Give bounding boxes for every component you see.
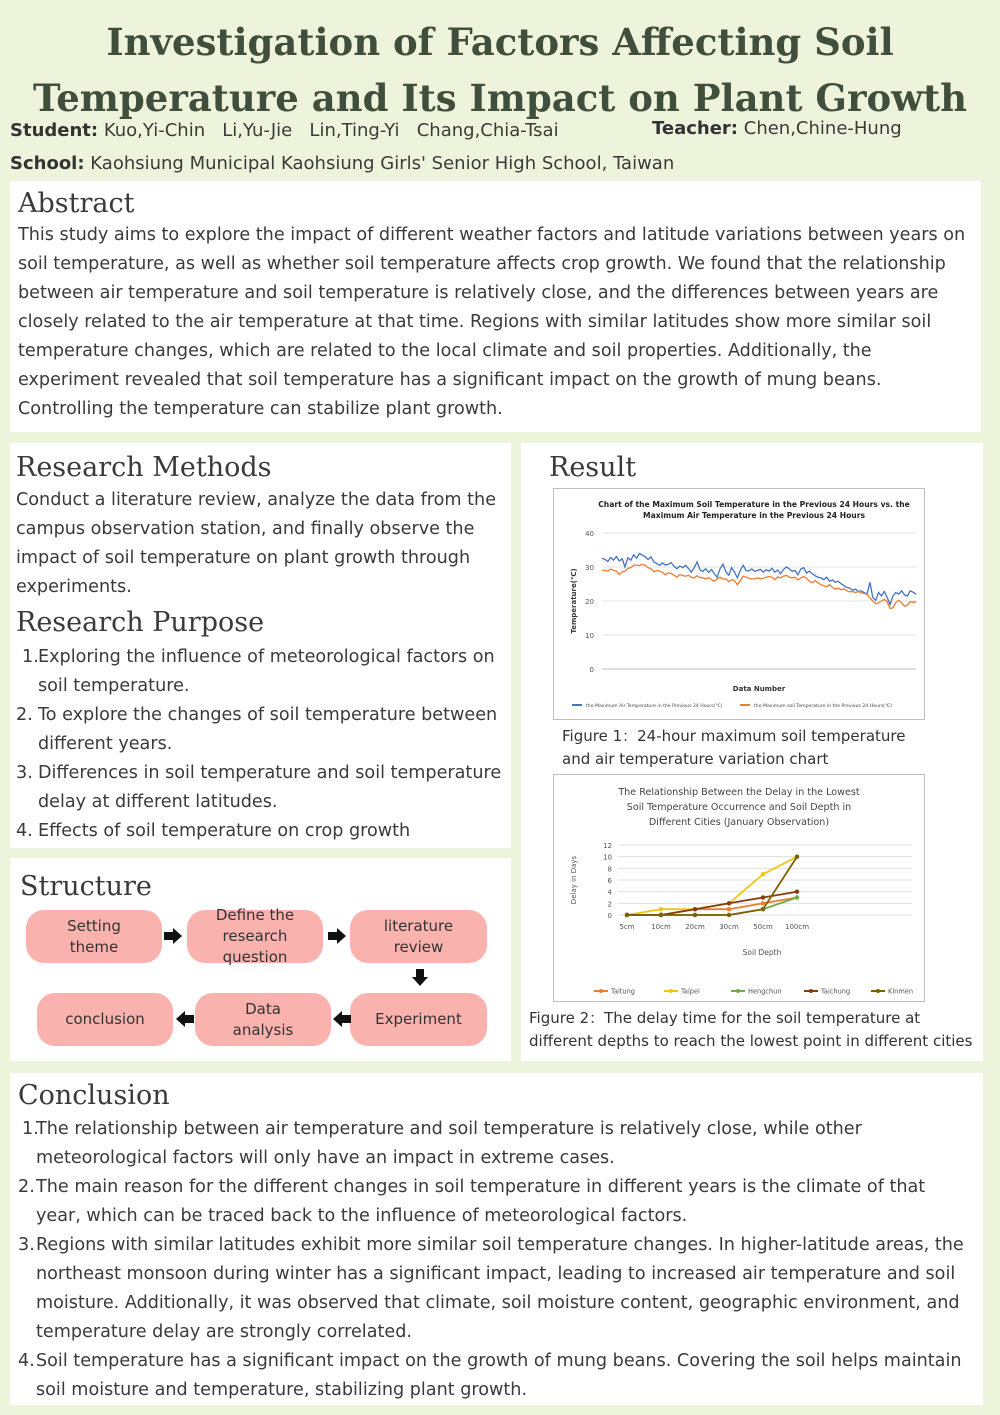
chart-title: Maximum Air Temperature in the Previous 24 Hours [643,511,865,520]
structure-heading: Structure [20,871,152,902]
student-label: Student: [10,120,99,141]
figure-1-caption: Figure 1：24-hour maximum soil temperature and air temperature variation chart [562,727,906,768]
x-tick-label: 20cm [685,923,705,931]
arrow-down-icon [412,969,428,987]
student-line [10,120,559,141]
y-tick-label: 0 [589,666,594,674]
conclusion-item: 4. Soil temperature has a significant impact on the growth of mung beans. Covering the soil helps maintain soil moisture and temperature, stabilizing plant growth. [18,1351,962,1400]
purpose-item: 2. To explore the changes of soil temperature between different years. [16,705,498,754]
title-line-1: Investigation of Factors Affecting Soil [106,20,894,64]
teacher-name: Chen,Chine-Hung [743,118,902,139]
legend-marker [876,989,880,993]
abstract-text: This study aims to explore the impact of different weather factors and latitude variations between years on soil temperature, as well as whether soil temperature affects crop growth. We found that the relationship between air temperature and soil temperature is relatively close, and the differences between years are closely related to the air temperature at that time. Regions with similar latitudes show more similar soil temperature changes, which are related to the local climate and soil properties. Additionally, the experiment revealed that soil temperature has a significant impact on the growth of mung beans. Controlling the temperature can stabilize plant growth. [18,225,966,419]
arrow-right-icon [328,928,348,944]
conclusion-list [18,1115,975,1405]
chart-title: Chart of the Maximum Soil Temperature in the Previous 24 Hours vs. the [598,500,910,509]
y-tick-label: 4 [607,888,612,897]
purpose-item: 4. Effects of soil temperature on crop growth [16,821,411,841]
y-tick-label: 8 [607,865,612,874]
purpose-heading: Research Purpose [16,607,265,638]
teacher-label: Teacher: [652,118,739,139]
y-tick-label: 12 [603,842,612,850]
legend-label: the Maximum Air Temperature in the Previous 24 Hours(℃) [586,704,723,709]
legend-label: Taitung [611,987,635,996]
methods-section [10,443,511,848]
legend-marker [599,989,603,993]
figure-2-caption: Figure 2：The delay time for the soil temperature at different depths to reach the lowest point in different cities [529,1009,973,1050]
legend-label: Hengchun [748,987,782,996]
legend-label: the Maximum soil Temperature in the Previous 24 Hours(℃) [754,704,892,709]
conclusion-item: 3. Regions with similar latitudes exhibit more similar soil temperature changes. In higher-latitude areas, the northeast monsoon during winter has a significant impact, leading to increased air temperature and soil moisture. Additionally, it was observed that climate, soil moisture content, geographic environment, and temperature delay are strongly correlated. [18,1235,964,1342]
student-names: Kuo,Yi-Chin Li,Yu-Jie Lin,Ting-Yi Chang,Chia-Tsai [103,120,559,141]
data-point-hengchun [795,895,799,899]
methods-text: Conduct a literature review, analyze the data from the campus observation station, and finally observe the impact of soil temperature on plant growth through experiments. [16,490,497,597]
conclusion-item: 2. The main reason for the different changes in soil temperature in different years is the climate of that year, which can be traced back to the influence of meteorological factors. [18,1177,926,1226]
y-tick-label: 40 [585,530,594,538]
x-axis-label: Data Number [732,685,786,693]
figure-1-svg [554,489,924,719]
arrow-right-icon [164,928,184,944]
chart-title: Soil Temperature Occurrence and Soil Depth in [626,802,852,813]
data-point-taichung [761,895,765,899]
conclusion-heading: Conclusion [18,1080,170,1111]
data-point-taipei [761,872,765,876]
data-point-kinmen [659,913,663,917]
flow-step-setting-theme: Setting theme [26,910,162,963]
data-point-taipei [659,907,663,911]
purpose-list [16,643,505,846]
legend-label: Taipei [681,987,700,996]
flow-step-experiment: Experiment [350,993,487,1046]
data-point-taitung [761,901,765,905]
school-name: Kaohsiung Municipal Kaohsiung Girls' Senior High School, Taiwan [90,153,675,174]
legend-label: Kinmen [888,987,913,996]
purpose-item: 1. Exploring the influence of meteorological factors on soil temperature. [22,647,495,696]
arrow-left-icon [331,1011,351,1027]
legend-label: Taichung [821,987,851,996]
legend-marker [669,989,673,993]
x-tick-label: 100cm [784,923,810,931]
data-point-taitung [727,907,731,911]
figure-2-chart [553,774,925,1002]
flow-step-literature-review: literature review [350,910,487,963]
abstract-heading: Abstract [18,188,135,219]
purpose-item: 3. Differences in soil temperature and soil temperature delay at different latitudes. [16,763,502,812]
y-tick-label: 10 [603,853,612,862]
y-tick-label: 30 [585,564,594,572]
figure-1-chart [553,488,925,720]
x-tick-label: 5cm [619,923,635,931]
chart-title: The Relationship Between the Delay in the Lowest [618,787,860,798]
data-point-taichung [795,890,799,894]
data-point-kinmen [795,855,799,859]
teacher-line [652,118,902,139]
y-axis-label: Delay in Days [570,855,578,905]
legend-marker [736,989,740,993]
flow-step-data-analysis: Data analysis [195,993,331,1046]
flow-step-define-question: Define the research question [187,910,323,963]
conclusion-section [10,1073,983,1405]
figure-2-svg [554,775,924,1001]
x-axis-label: Soil Depth [742,948,782,957]
poster-title [0,14,1000,126]
title-line-2: Temperature and Its Impact on Plant Growth [32,76,968,120]
data-point-taichung [693,907,697,911]
chart-title: Different Cities (January Observation) [648,817,830,828]
data-point-taichung [727,901,731,905]
conclusion-item: 1. The relationship between air temperature and soil temperature is relatively close, while other meteorological factors will only have an impact in extreme cases. [22,1119,862,1168]
y-tick-label: 6 [607,877,612,885]
arrow-left-icon [174,1011,194,1027]
y-axis-label: Temperature(℃) [570,568,578,634]
x-tick-label: 50cm [753,923,773,931]
school-label: School: [10,153,85,174]
y-tick-label: 20 [585,598,594,606]
data-point-kinmen [727,913,731,917]
legend-marker [809,989,813,993]
y-tick-label: 2 [607,900,612,909]
structure-section [10,858,511,1061]
data-point-kinmen [693,913,697,917]
y-tick-label: 0 [607,912,612,920]
flow-step-conclusion: conclusion [37,993,173,1046]
x-tick-label: 30cm [719,923,739,931]
data-point-kinmen [761,907,765,911]
abstract-section [10,181,981,432]
result-section [521,443,983,1061]
data-point-kinmen [625,913,629,917]
school-line [10,153,674,174]
result-heading: Result [549,452,637,483]
methods-heading: Research Methods [16,452,272,483]
x-tick-label: 10cm [651,923,671,931]
y-tick-label: 10 [585,632,594,640]
